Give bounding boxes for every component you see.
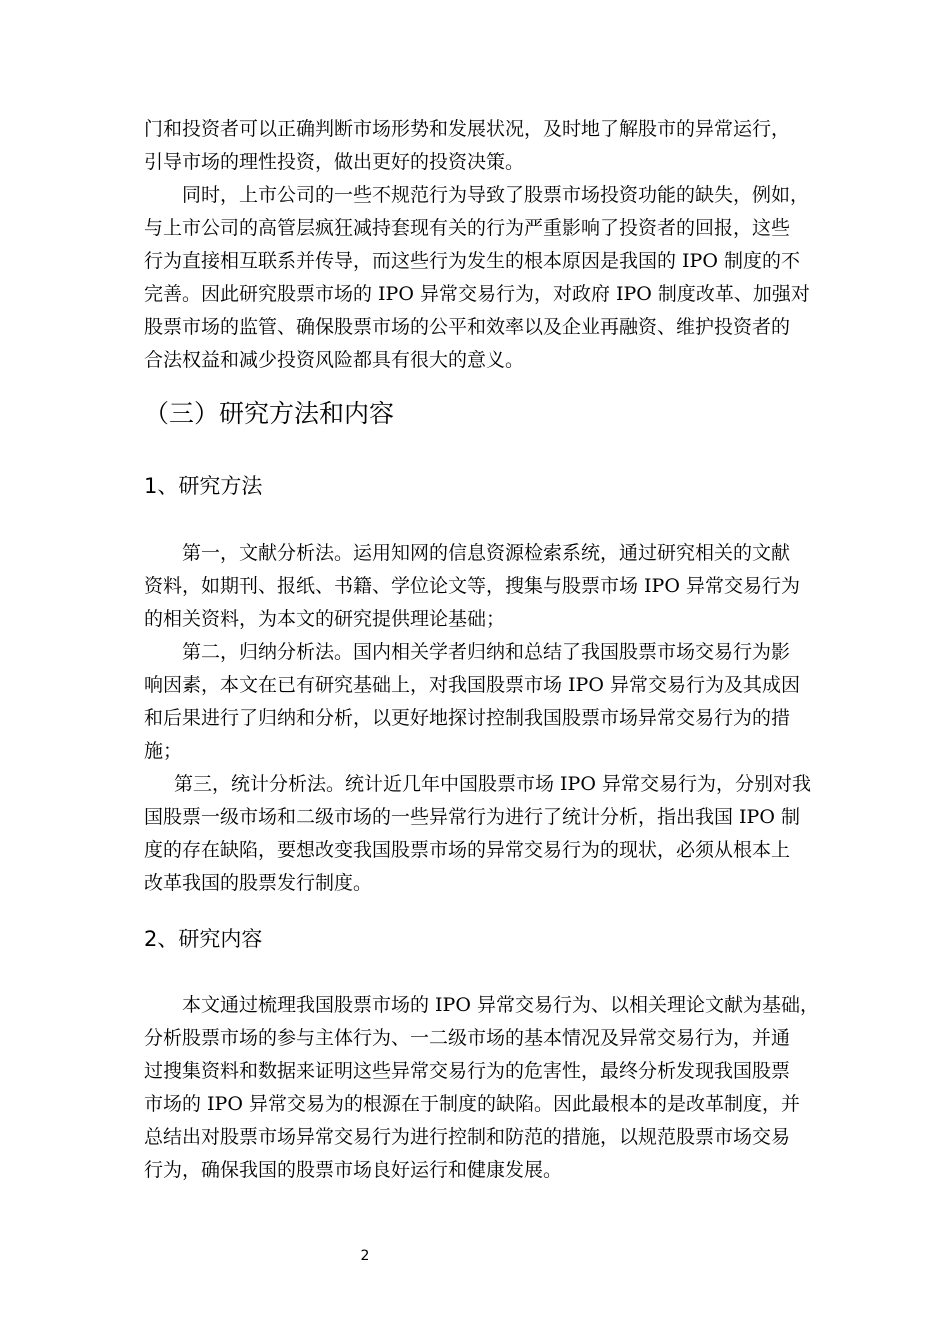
methods-paragraph-2 (144, 636, 814, 768)
text-line: 同时，上市公司的一些不规范行为导致了股票市场投资功能的缺失，例如， (182, 184, 810, 206)
text-line: 施； (144, 740, 183, 762)
methods-paragraph-3 (144, 768, 814, 900)
text-line: 国股票一级市场和二级市场的一些异常行为进行了统计分析，指出我国 IPO 制 (144, 806, 800, 828)
text-line: 度的存在缺陷，要想改变我国股票市场的异常交易行为的现状，必须从根本上 (144, 839, 791, 861)
text-line: 第二，归纳分析法。国内相关学者归纳和总结了我国股票市场交易行为影 (182, 641, 791, 663)
intro-paragraph-1 (144, 113, 814, 179)
text-line: 总结出对股票市场异常交易行为进行控制和防范的措施，以规范股票市场交易 (144, 1126, 791, 1148)
text-line: 门和投资者可以正确判断市场形势和发展状况，及时地了解股市的异常运行， (144, 118, 791, 140)
text-line: 的相关资料，为本文的研究提供理论基础； (144, 608, 506, 630)
text-line: 引导市场的理性投资，做出更好的投资决策。 (144, 151, 525, 173)
text-line: 改革我国的股票发行制度。 (144, 872, 373, 894)
subsection-heading-methods: 1、研究方法 (144, 474, 263, 498)
text-line: 第三，统计分析法。统计近几年中国股票市场 IPO 异常交易行为，分别对我 (174, 773, 811, 795)
text-line: 市场的 IPO 异常交易为的根源在于制度的缺陷。因此最根本的是改革制度，并 (144, 1093, 800, 1115)
text-line: 过搜集资料和数据来证明这些异常交易行为的危害性，最终分析发现我国股票 (144, 1060, 791, 1082)
text-line: 股票市场的监管、确保股票市场的公平和效率以及企业再融资、维护投资者的 (144, 316, 791, 338)
text-line: 资料，如期刊、报纸、书籍、学位论文等，搜集与股票市场 IPO 异常交易行为 (144, 575, 800, 597)
subsection-heading-block (144, 924, 814, 954)
text-line: 完善。因此研究股票市场的 IPO 异常交易行为，对政府 IPO 制度改革、加强对 (144, 283, 810, 305)
text-line: 本文通过梳理我国股票市场的 IPO 异常交易行为、以相关理论文献为基础， (182, 994, 819, 1016)
text-line: 合法权益和减少投资风险都具有很大的意义。 (144, 349, 525, 371)
page-number: 2 (360, 1248, 370, 1264)
section-heading-block (144, 397, 814, 431)
text-line: 与上市公司的高管层疯狂减持套现有关的行为严重影响了投资者的回报，这些 (144, 217, 791, 239)
text-line: 响因素，本文在已有研究基础上，对我国股票市场 IPO 异常交易行为及其成因 (144, 674, 800, 696)
text-line: 行为，确保我国的股票市场良好运行和健康发展。 (144, 1159, 563, 1181)
methods-paragraph-1 (144, 537, 814, 636)
subsection-heading-content: 2、研究内容 (144, 927, 263, 951)
text-line: 行为直接相互联系并传导，而这些行为发生的根本原因是我国的 IPO 制度的不 (144, 250, 800, 272)
text-line: 和后果进行了归纳和分析，以更好地探讨控制我国股票市场异常交易行为的措 (144, 707, 791, 729)
subsection-heading-block (144, 471, 814, 501)
content-paragraph-1 (144, 989, 819, 1187)
text-line: 第一，文献分析法。运用知网的信息资源检索系统，通过研究相关的文献 (182, 542, 791, 564)
intro-paragraph-2 (144, 179, 814, 377)
text-line: 分析股票市场的参与主体行为、一二级市场的基本情况及异常交易行为，并通 (144, 1027, 791, 1049)
section-heading: （三）研究方法和内容 (144, 399, 395, 428)
